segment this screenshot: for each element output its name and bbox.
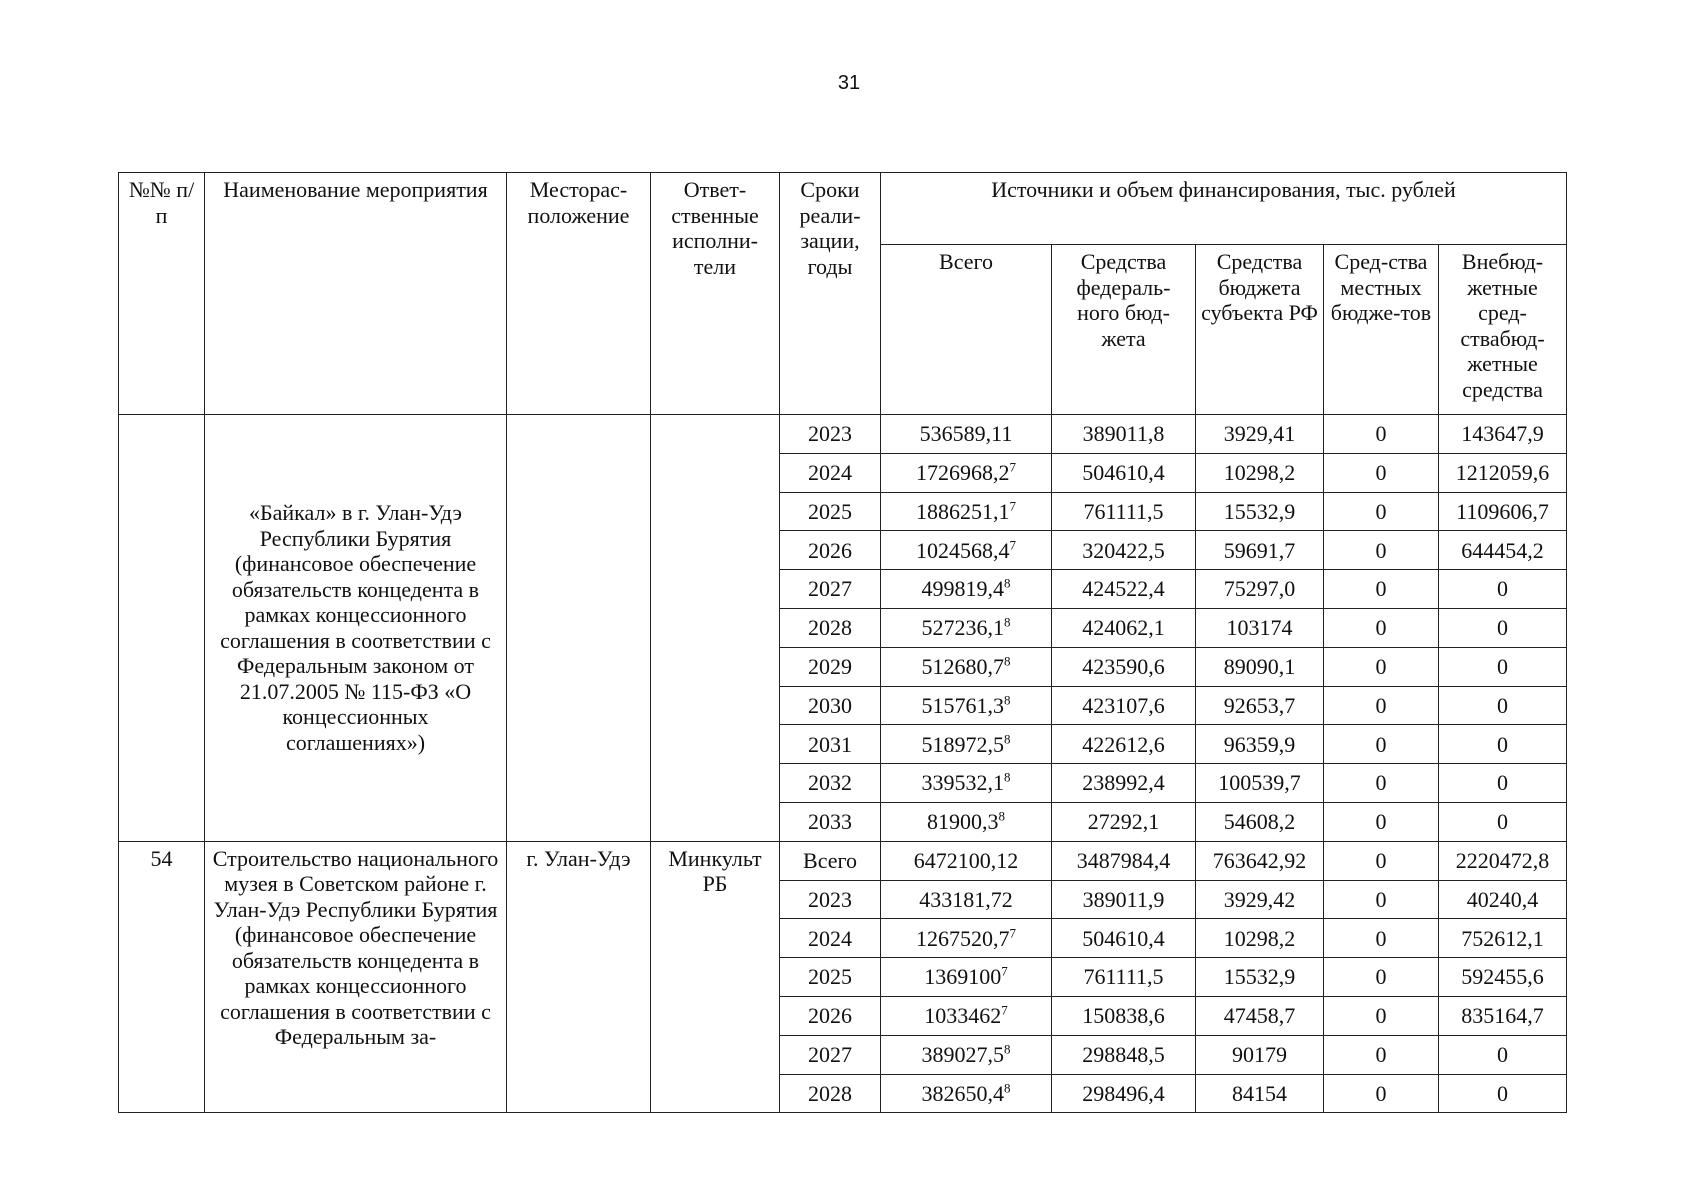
cell-federal <box>1052 608 1196 647</box>
federal-value: 422612,6 <box>1082 731 1165 757</box>
header-num: №№ п/п <box>119 173 205 415</box>
federal-value: 424522,4 <box>1082 576 1165 602</box>
header-local: Сред-ства местных бюдже-тов <box>1324 245 1439 415</box>
cell-federal <box>1052 492 1196 531</box>
cell-year <box>780 686 881 725</box>
cell-extra <box>1439 1074 1567 1113</box>
footnote-ref: 8 <box>1004 576 1011 591</box>
cell-federal <box>1052 686 1196 725</box>
cell-year <box>780 608 881 647</box>
extra-value: 0 <box>1497 692 1509 718</box>
total-value: 81900,3 <box>927 809 999 835</box>
cell-year <box>780 725 881 764</box>
cell-local <box>1324 958 1439 997</box>
cell-federal <box>1052 1074 1196 1113</box>
cell-total <box>881 608 1052 647</box>
local-value: 0 <box>1375 692 1387 718</box>
cell-local <box>1324 570 1439 609</box>
cell-extra <box>1439 531 1567 570</box>
cell-extra <box>1439 686 1567 725</box>
cell-total <box>881 802 1052 841</box>
total-value: 339532,1 <box>921 770 1004 796</box>
year-value: 2024 <box>808 925 852 951</box>
regional-value: 96359,9 <box>1223 731 1296 757</box>
year-value: 2029 <box>808 653 852 679</box>
regional-value: 15532,9 <box>1223 498 1296 524</box>
cell-year <box>780 958 881 997</box>
regional-value: 89090,1 <box>1223 653 1296 679</box>
project2-num: 54 <box>119 841 205 1113</box>
local-value: 0 <box>1375 1041 1387 1067</box>
footnote-ref: 8 <box>1004 614 1011 630</box>
project1-executor <box>651 415 780 842</box>
year-value: 2031 <box>808 731 852 757</box>
cell-federal <box>1052 880 1196 919</box>
total-value: 382650,4 <box>921 1080 1004 1106</box>
cell-extra <box>1439 802 1567 841</box>
local-value: 0 <box>1375 653 1387 679</box>
footnote-ref: 8 <box>1004 1080 1011 1096</box>
cell-total <box>881 880 1052 919</box>
cell-federal <box>1052 647 1196 686</box>
cell-extra <box>1439 919 1567 958</box>
footnote-ref: 8 <box>1004 731 1011 747</box>
extra-value: 752612,1 <box>1461 925 1544 951</box>
footnote-ref: 7 <box>1009 537 1016 553</box>
federal-value: 504610,4 <box>1082 459 1165 485</box>
federal-value: 424062,1 <box>1082 615 1165 641</box>
year-value: 2028 <box>808 1080 852 1106</box>
year-value: 2027 <box>808 1041 852 1067</box>
cell-total <box>881 1035 1052 1074</box>
regional-value: 75297,0 <box>1223 576 1296 602</box>
footnote-ref: 8 <box>998 808 1005 824</box>
cell-extra <box>1439 958 1567 997</box>
cell-regional <box>1196 996 1324 1035</box>
total-value: 1886251,1 <box>916 498 1010 524</box>
cell-extra <box>1439 1035 1567 1074</box>
total-value: 389027,5 <box>921 1041 1004 1067</box>
cell-extra <box>1439 841 1567 880</box>
local-value: 0 <box>1375 847 1387 873</box>
cell-extra <box>1439 880 1567 919</box>
cell-year <box>780 1074 881 1113</box>
cell-total <box>881 492 1052 531</box>
year-value: 2024 <box>808 459 852 485</box>
total-value: 1726968,2 <box>916 459 1010 485</box>
cell-year <box>780 531 881 570</box>
cell-year <box>780 802 881 841</box>
cell-regional <box>1196 415 1324 454</box>
extra-value: 1212059,6 <box>1455 459 1550 485</box>
total-value: 433181,72 <box>919 886 1013 912</box>
local-value: 0 <box>1375 1003 1387 1029</box>
year-value: 2033 <box>808 809 852 835</box>
cell-year <box>780 996 881 1035</box>
cell-total <box>881 686 1052 725</box>
cell-regional <box>1196 880 1324 919</box>
local-value: 0 <box>1375 459 1387 485</box>
extra-value: 644454,2 <box>1461 537 1544 563</box>
cell-total <box>881 531 1052 570</box>
local-value: 0 <box>1375 809 1387 835</box>
table-body <box>119 415 1567 1113</box>
cell-year <box>780 841 881 880</box>
header-location: Месторас-положение <box>507 173 651 415</box>
cell-federal <box>1052 919 1196 958</box>
total-value: 1024568,4 <box>916 537 1010 563</box>
cell-local <box>1324 880 1439 919</box>
cell-year <box>780 415 881 454</box>
cell-federal <box>1052 802 1196 841</box>
cell-regional <box>1196 686 1324 725</box>
federal-value: 504610,4 <box>1082 925 1165 951</box>
header-executors: Ответ-ственные исполни-тели <box>651 173 780 415</box>
local-value: 0 <box>1375 886 1387 912</box>
footnote-ref: 8 <box>1004 1041 1011 1057</box>
regional-value: 103174 <box>1226 615 1293 641</box>
cell-total <box>881 415 1052 454</box>
footnote-ref: 7 <box>1009 459 1016 475</box>
cell-local <box>1324 1035 1439 1074</box>
federal-value: 389011,9 <box>1082 886 1165 912</box>
regional-value: 84154 <box>1232 1080 1287 1106</box>
cell-federal <box>1052 996 1196 1035</box>
local-value: 0 <box>1375 498 1387 524</box>
cell-total <box>881 570 1052 609</box>
extra-value: 0 <box>1497 653 1509 679</box>
cell-year <box>780 647 881 686</box>
project1-num <box>119 415 205 842</box>
cell-total <box>881 919 1052 958</box>
header-federal: Средства федераль-ного бюд-жета <box>1052 245 1196 415</box>
cell-federal <box>1052 958 1196 997</box>
extra-value: 0 <box>1497 731 1509 757</box>
footnote-ref: 8 <box>1004 692 1011 708</box>
federal-value: 27292,1 <box>1087 809 1160 835</box>
cell-federal <box>1052 415 1196 454</box>
cell-local <box>1324 492 1439 531</box>
extra-value: 0 <box>1497 576 1509 602</box>
cell-regional <box>1196 919 1324 958</box>
total-value: 499819,4 <box>921 576 1004 602</box>
cell-year <box>780 1035 881 1074</box>
cell-local <box>1324 725 1439 764</box>
footnote-ref: 7 <box>1009 498 1016 514</box>
year-value: 2026 <box>808 1003 852 1029</box>
cell-federal <box>1052 1035 1196 1074</box>
regional-value: 10298,2 <box>1223 459 1296 485</box>
cell-local <box>1324 802 1439 841</box>
local-value: 0 <box>1375 537 1387 563</box>
cell-federal <box>1052 453 1196 492</box>
local-value: 0 <box>1375 615 1387 641</box>
cell-federal <box>1052 841 1196 880</box>
total-value: 1369100 <box>924 964 1002 990</box>
local-value: 0 <box>1375 576 1387 602</box>
cell-local <box>1324 841 1439 880</box>
footnote-ref: 8 <box>1004 653 1011 669</box>
local-value: 0 <box>1375 731 1387 757</box>
extra-value: 0 <box>1497 809 1509 835</box>
federal-value: 423590,6 <box>1082 653 1165 679</box>
footnote-ref: 8 <box>1004 769 1011 785</box>
total-value: 1267520,7 <box>916 925 1010 951</box>
cell-local <box>1324 453 1439 492</box>
cell-regional <box>1196 841 1324 880</box>
cell-local <box>1324 647 1439 686</box>
cell-total <box>881 647 1052 686</box>
header-extra: Внебюд-жетные сред-ствабюд-жетные средства <box>1439 245 1567 415</box>
cell-extra <box>1439 453 1567 492</box>
cell-local <box>1324 608 1439 647</box>
project2-name: Строительство национального музея в Советском районе г. Улан-Удэ Республики Бурятия (финансовое обеспечение обязательств концедента в рамках концессионного соглашения в соответствии с Федеральным за- <box>205 841 507 1113</box>
cell-regional <box>1196 1035 1324 1074</box>
regional-value: 763642,92 <box>1212 847 1307 873</box>
regional-value: 3929,42 <box>1223 886 1296 912</box>
cell-extra <box>1439 725 1567 764</box>
footnote-ref: 7 <box>1001 963 1008 979</box>
cell-local <box>1324 415 1439 454</box>
federal-value: 3487984,4 <box>1076 847 1171 873</box>
cell-regional <box>1196 647 1324 686</box>
table-row <box>119 841 1567 880</box>
federal-value: 320422,5 <box>1082 537 1165 563</box>
cell-regional <box>1196 958 1324 997</box>
total-value: 1033462 <box>924 1003 1002 1029</box>
year-value: 2030 <box>808 692 852 718</box>
year-value: 2026 <box>808 537 852 563</box>
financing-table <box>118 172 1567 1113</box>
project1-name: «Байкал» в г. Улан-Удэ Республики Бурятия (финансовое обеспечение обязательств концедента в рамках концессионного соглашения в соответствии с Федеральным законом от 21.07.2005 № 115-ФЗ «О концессионных соглашениях») <box>205 415 507 842</box>
regional-value: 47458,7 <box>1223 1003 1296 1029</box>
cell-federal <box>1052 764 1196 803</box>
federal-value: 298496,4 <box>1082 1080 1165 1106</box>
local-value: 0 <box>1375 770 1387 796</box>
regional-value: 100539,7 <box>1218 770 1301 796</box>
year-value: 2023 <box>808 421 852 447</box>
local-value: 0 <box>1375 964 1387 990</box>
cell-year <box>780 880 881 919</box>
extra-value: 143647,9 <box>1461 421 1544 447</box>
cell-total <box>881 1074 1052 1113</box>
cell-federal <box>1052 531 1196 570</box>
cell-extra <box>1439 647 1567 686</box>
federal-value: 389011,8 <box>1082 421 1165 447</box>
regional-value: 15532,9 <box>1223 964 1296 990</box>
cell-federal <box>1052 570 1196 609</box>
total-value: 512680,7 <box>921 653 1004 679</box>
year-value: 2027 <box>808 576 852 602</box>
cell-extra <box>1439 415 1567 454</box>
local-value: 0 <box>1375 1080 1387 1106</box>
total-value: 518972,5 <box>921 731 1004 757</box>
total-value: 515761,3 <box>921 692 1004 718</box>
federal-value: 761111,5 <box>1083 964 1164 990</box>
cell-extra <box>1439 764 1567 803</box>
table-row <box>119 415 1567 454</box>
total-value: 536589,11 <box>919 421 1013 447</box>
federal-value: 761111,5 <box>1083 498 1164 524</box>
project1-location <box>507 415 651 842</box>
regional-value: 10298,2 <box>1223 925 1296 951</box>
extra-value: 0 <box>1497 1080 1509 1106</box>
cell-regional <box>1196 492 1324 531</box>
project2-executor: Минкульт РБ <box>651 841 780 1113</box>
cell-total <box>881 841 1052 880</box>
extra-value: 40240,4 <box>1466 886 1539 912</box>
cell-local <box>1324 764 1439 803</box>
header-name: Наименование мероприятия <box>205 173 507 415</box>
federal-value: 150838,6 <box>1082 1003 1165 1029</box>
year-value: 2025 <box>808 498 852 524</box>
cell-local <box>1324 531 1439 570</box>
cell-extra <box>1439 608 1567 647</box>
year-value: 2028 <box>808 615 852 641</box>
cell-regional <box>1196 1074 1324 1113</box>
cell-federal <box>1052 725 1196 764</box>
cell-regional <box>1196 570 1324 609</box>
extra-value: 2220472,8 <box>1455 847 1550 873</box>
cell-local <box>1324 996 1439 1035</box>
cell-regional <box>1196 764 1324 803</box>
header-regional: Средства бюджета субъекта РФ <box>1196 245 1324 415</box>
page-number: 31 <box>837 72 861 94</box>
extra-value: 0 <box>1497 1041 1509 1067</box>
local-value: 0 <box>1375 925 1387 951</box>
cell-extra <box>1439 996 1567 1035</box>
federal-value: 423107,6 <box>1082 692 1165 718</box>
regional-value: 3929,41 <box>1223 421 1296 447</box>
cell-total <box>881 453 1052 492</box>
total-value: 6472100,12 <box>913 847 1019 873</box>
cell-year <box>780 492 881 531</box>
year-value: 2023 <box>808 886 852 912</box>
regional-value: 92653,7 <box>1223 692 1296 718</box>
cell-total <box>881 764 1052 803</box>
federal-value: 238992,4 <box>1082 770 1165 796</box>
cell-year <box>780 764 881 803</box>
local-value: 0 <box>1375 421 1387 447</box>
regional-value: 90179 <box>1232 1041 1287 1067</box>
footnote-ref: 7 <box>1001 1002 1008 1018</box>
cell-local <box>1324 919 1439 958</box>
regional-value: 59691,7 <box>1223 537 1296 563</box>
total-value: 527236,1 <box>921 615 1004 641</box>
cell-total <box>881 996 1052 1035</box>
project2-location: г. Улан-Удэ <box>507 841 651 1113</box>
extra-value: 1109606,7 <box>1456 498 1549 524</box>
cell-regional <box>1196 725 1324 764</box>
year-value: Всего <box>803 847 857 873</box>
extra-value: 592455,6 <box>1461 964 1544 990</box>
cell-year <box>780 453 881 492</box>
year-value: 2025 <box>808 964 852 990</box>
cell-regional <box>1196 453 1324 492</box>
cell-total <box>881 725 1052 764</box>
extra-value: 0 <box>1497 615 1509 641</box>
cell-regional <box>1196 531 1324 570</box>
cell-regional <box>1196 802 1324 841</box>
cell-extra <box>1439 492 1567 531</box>
year-value: 2032 <box>808 770 852 796</box>
header-total: Всего <box>881 245 1052 415</box>
cell-local <box>1324 686 1439 725</box>
federal-value: 298848,5 <box>1082 1041 1165 1067</box>
cell-year <box>780 919 881 958</box>
header-years: Сроки реали-зации, годы <box>780 173 881 415</box>
extra-value: 835164,7 <box>1461 1003 1544 1029</box>
extra-value: 0 <box>1497 770 1509 796</box>
regional-value: 54608,2 <box>1223 809 1296 835</box>
cell-year <box>780 570 881 609</box>
header-financing: Источники и объем финансирования, тыс. рублей <box>881 173 1567 245</box>
cell-regional <box>1196 608 1324 647</box>
footnote-ref: 7 <box>1009 925 1016 941</box>
cell-total <box>881 958 1052 997</box>
cell-local <box>1324 1074 1439 1113</box>
cell-extra <box>1439 570 1567 609</box>
